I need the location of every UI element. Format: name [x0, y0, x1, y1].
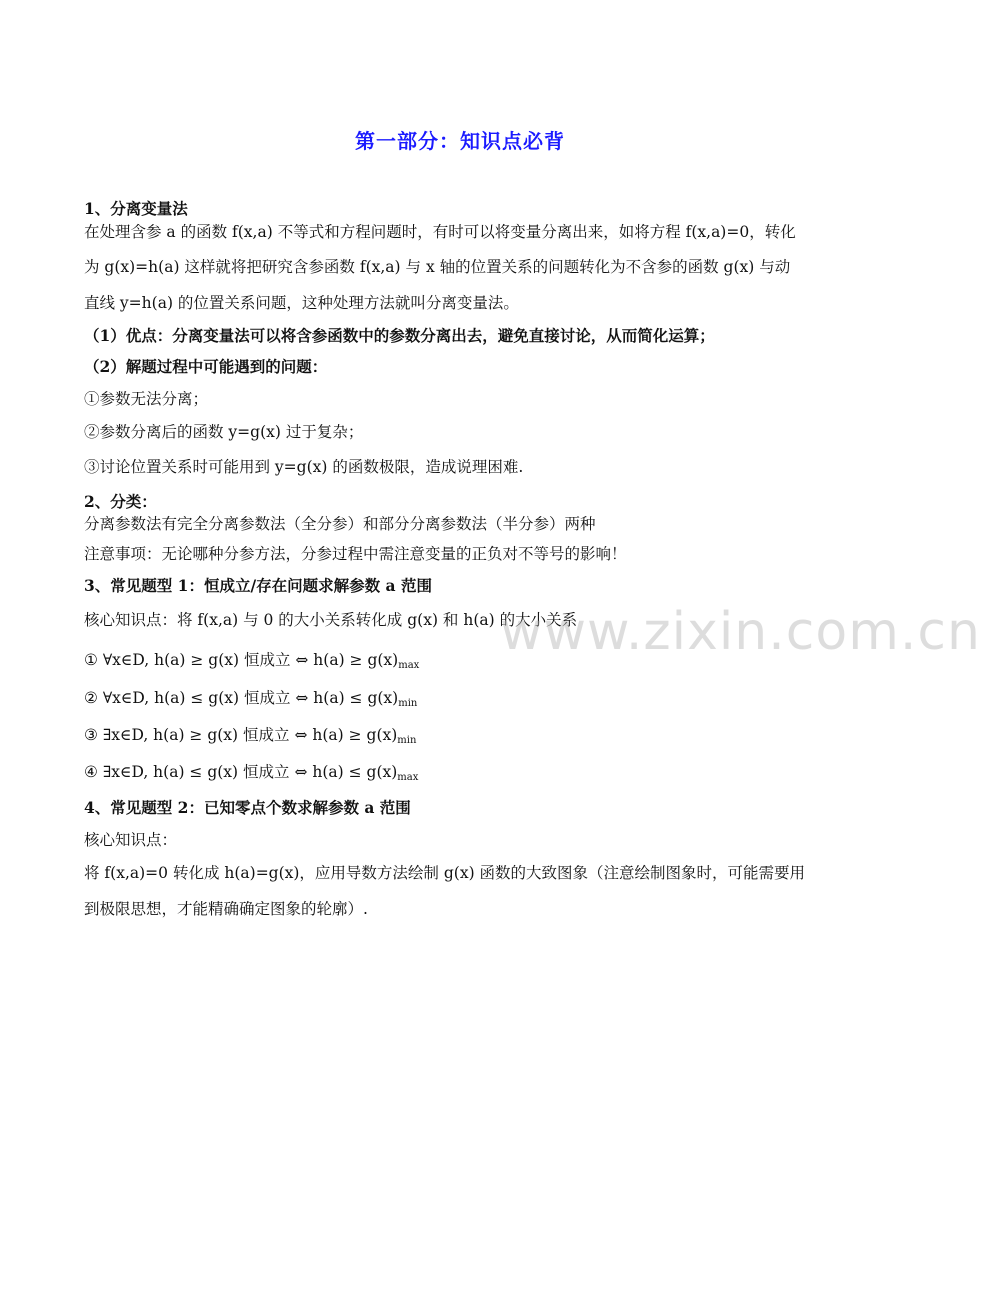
paragraph-line: 在处理含参 a 的函数 f(x,a) 不等式和方程问题时，有时可以将变量分离出来，如将方程 f(x,a)=0，转化: [84, 223, 796, 241]
paragraph-line: 将 f(x,a)=0 转化成 h(a)=g(x)，应用导数方法绘制 g(x) 函数的大致图象（注意绘制图象时，可能需要用: [84, 864, 806, 882]
note-line: 注意事项：无论哪种分参方法，分参过程中需注意变量的正负对不等号的影响！: [84, 545, 627, 563]
paragraph-line: 核心知识点：: [84, 831, 178, 849]
list-item: ②参数分离后的函数 y=g(x) 过于复杂；: [84, 423, 364, 441]
advantage-line: [84, 325, 844, 347]
condition-text: ② ∀x∈D, h(a) ≤ g(x) 恒成立 ⇔ h(a) ≤ g(x): [84, 689, 399, 707]
condition-text: ④ ∃x∈D, h(a) ≤ g(x) 恒成立 ⇔ h(a) ≤ g(x): [84, 763, 398, 781]
section-heading-3: 3、常见题型 1：恒成立/存在问题求解参数 a 范围: [84, 576, 432, 595]
condition-text: ① ∀x∈D, h(a) ≥ g(x) 恒成立 ⇔ h(a) ≥ g(x): [84, 651, 399, 669]
watermark-text: www.zixin.com.cn: [500, 602, 981, 662]
paragraph-line: 分离参数法有完全分离参数法（全分参）和部分分离参数法（半分参）两种: [84, 515, 596, 533]
paragraph-line: 到极限思想，才能精确确定图象的轮廓）.: [84, 900, 368, 918]
page-title: 第一部分：知识点必背: [355, 129, 565, 153]
condition-row: [84, 761, 844, 789]
condition-text: ③ ∃x∈D, h(a) ≥ g(x) 恒成立 ⇔ h(a) ≥ g(x): [84, 726, 398, 744]
subheading-problems: （2）解题过程中可能遇到的问题：: [84, 357, 328, 376]
condition-row: [84, 687, 844, 715]
section-heading-4: 4、常见题型 2：已知零点个数求解参数 a 范围: [84, 798, 411, 817]
paragraph-line: 核心知识点：将 f(x,a) 与 0 的大小关系转化成 g(x) 和 h(a) 的大小关系: [84, 611, 578, 629]
section-heading-1: 1、分离变量法: [84, 199, 188, 218]
subscript: max: [398, 660, 420, 671]
condition-row: [84, 724, 844, 752]
subscript: max: [397, 772, 419, 783]
section-heading-2: 2、分类：: [84, 492, 157, 511]
subscript: min: [397, 735, 417, 746]
list-item: ①参数无法分离；: [84, 390, 209, 408]
subscript: min: [398, 698, 418, 709]
list-item: ③讨论位置关系时可能用到 y=g(x) 的函数极限，造成说理困难.: [84, 458, 524, 476]
paragraph-line: 直线 y=h(a) 的位置关系问题，这种处理方法就叫分离变量法。: [84, 294, 519, 312]
paragraph-line: 为 g(x)=h(a) 这样就将把研究含参函数 f(x,a) 与 x 轴的位置关系的问题转化为不含参的函数 g(x) 与动: [84, 258, 791, 276]
advantage-text: （1）优点：分离变量法可以将含参函数中的参数分离出去，避免直接讨论，从而简化运算；: [84, 326, 715, 345]
